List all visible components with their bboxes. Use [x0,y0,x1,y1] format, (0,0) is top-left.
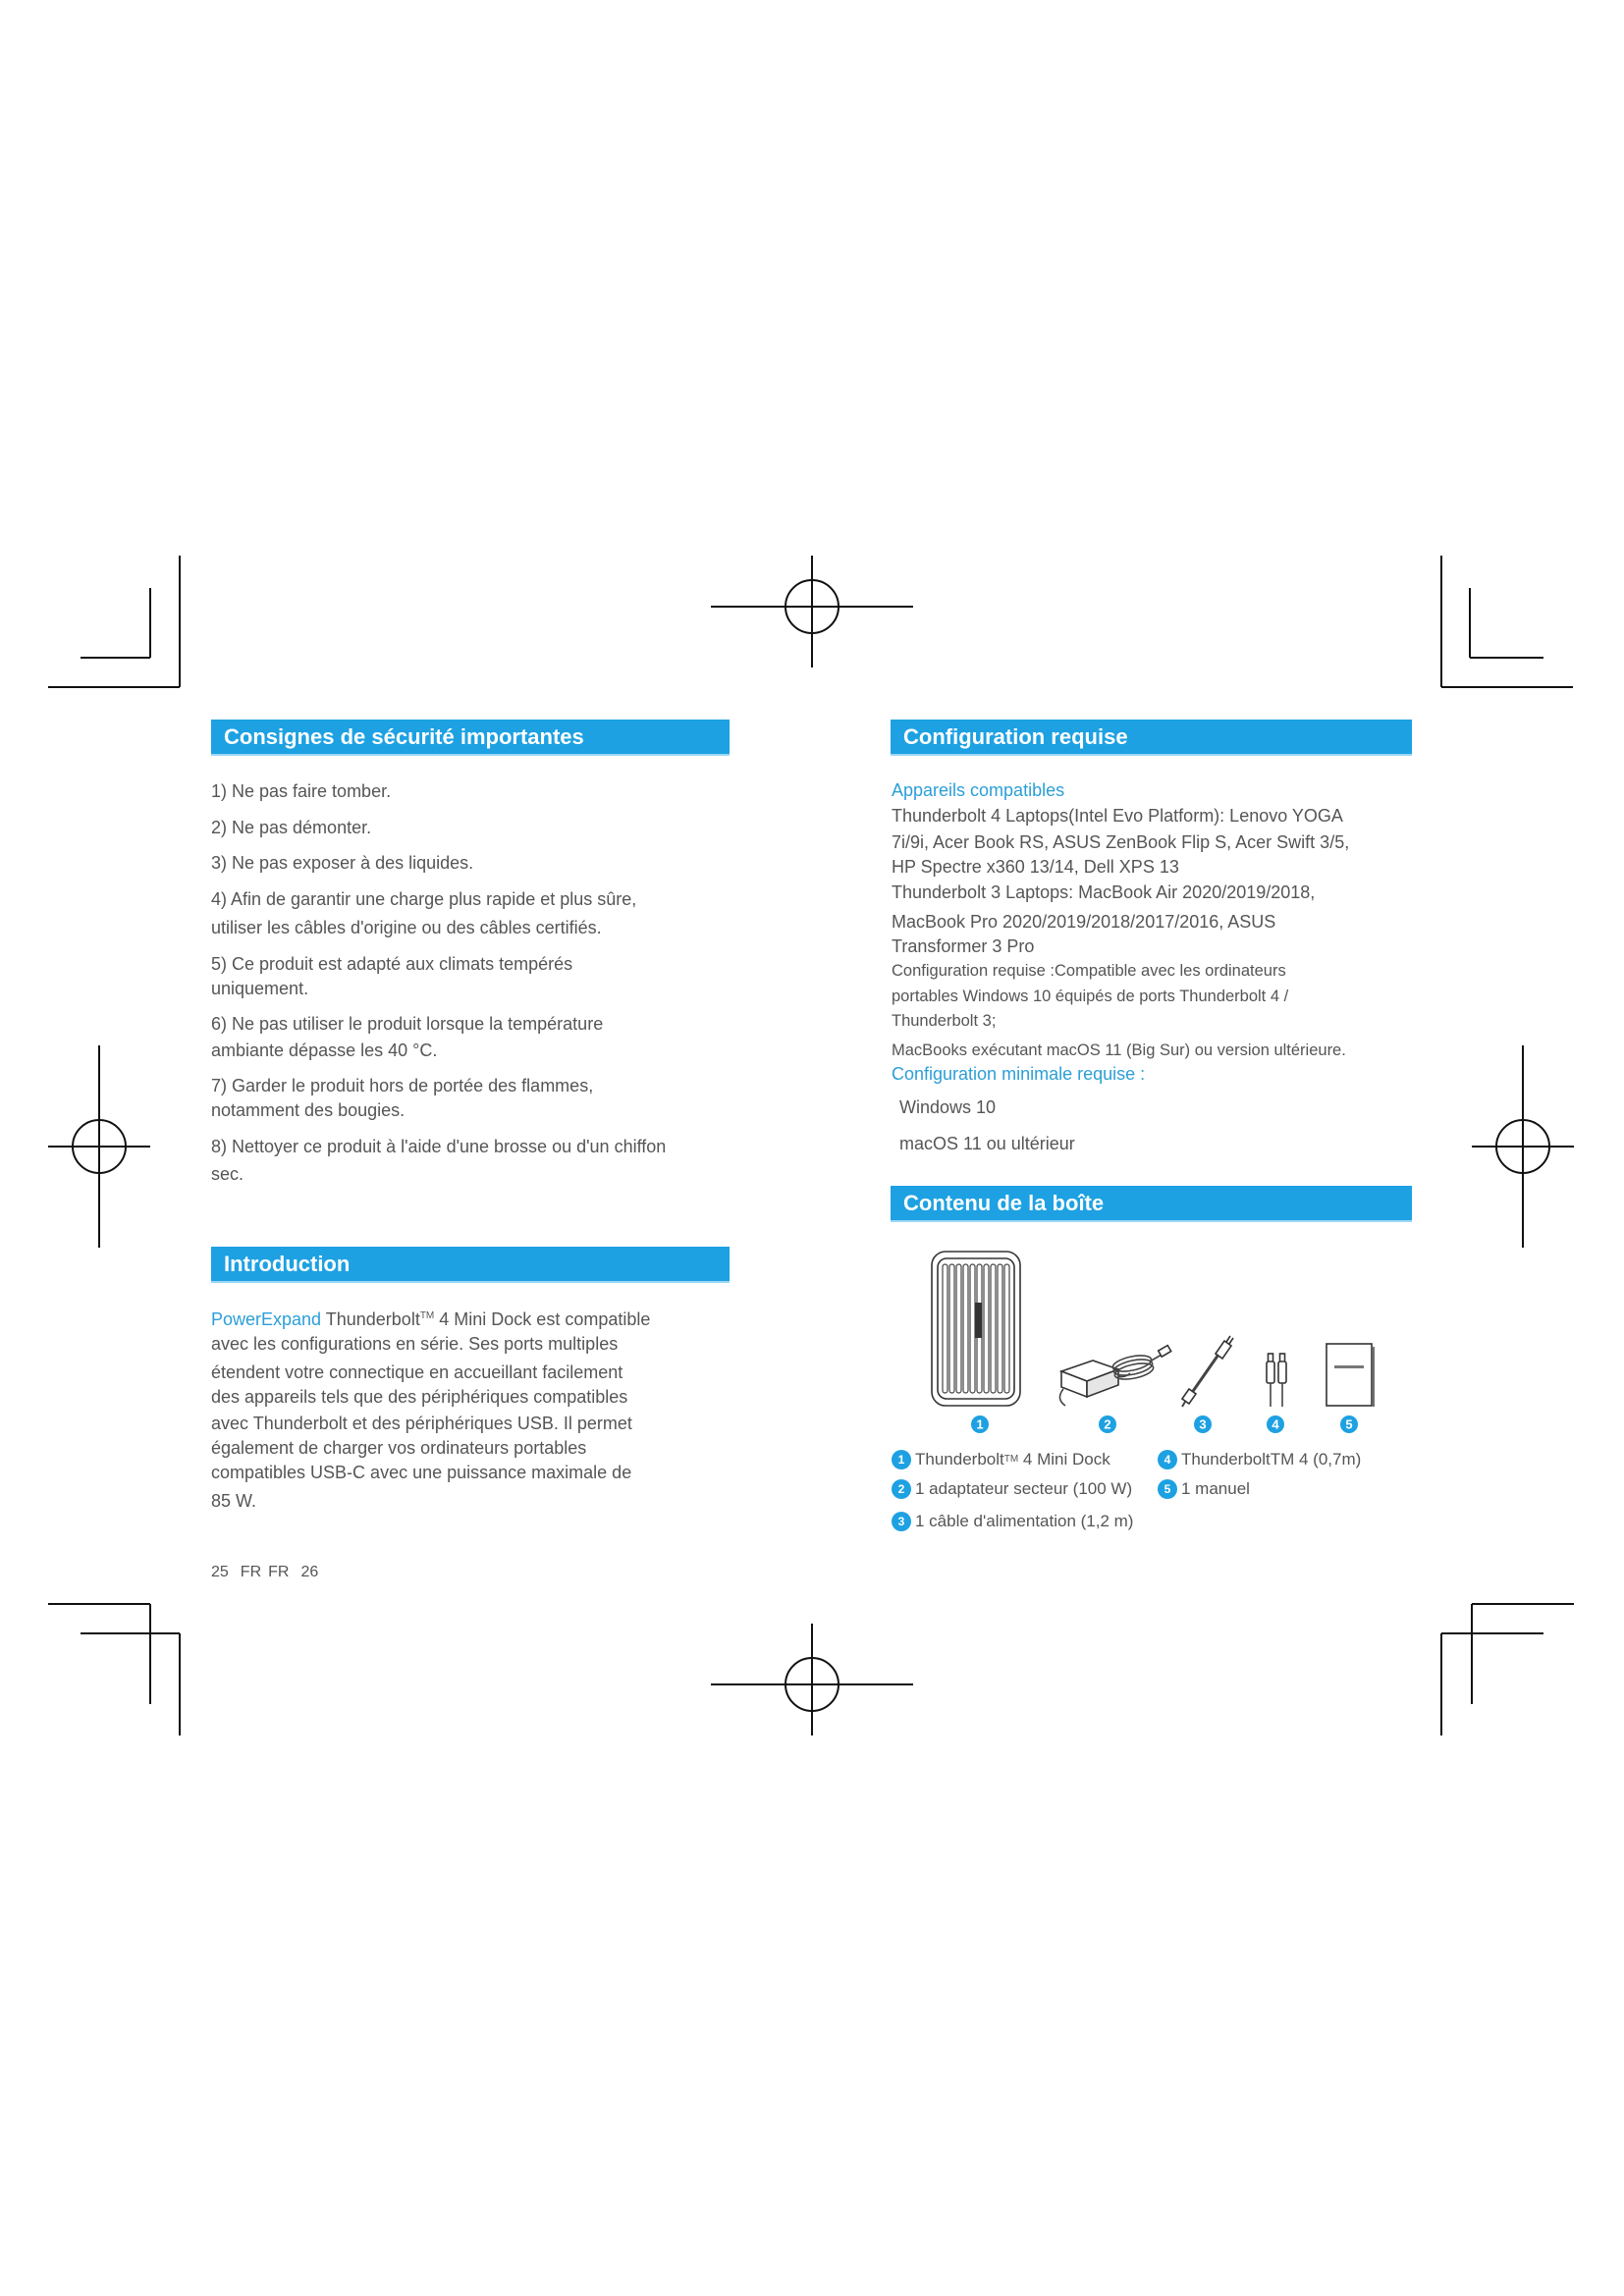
intro-heading: Introduction [211,1247,730,1283]
legend-item-1: 1 Thunderbolt TM 4 Mini Dock [892,1448,1110,1471]
product-name: Thunderbolt [321,1309,420,1329]
safety-item-8-line-2: sec. [211,1164,244,1184]
safety-item-1: 1) Ne pas faire tomber. [211,781,392,801]
svg-text:5: 5 [1345,1416,1353,1432]
crop-mark-bottom-right [1441,1604,1574,1735]
registration-mark-left [48,1045,150,1248]
legend-item-3 [892,1510,1133,1533]
right-page-number: 26 [300,1564,319,1580]
right-language-code: FR [268,1564,290,1580]
intro-line-4: des appareils tels que des périphériques compatibles [211,1387,628,1407]
minimum-requirements-heading: Configuration minimale requise : [892,1064,1146,1084]
safety-item-3: 3) Ne pas exposer à des liquides. [211,853,474,873]
intro-line-8: 85 W. [211,1491,257,1511]
intro-line-5: avec Thunderbolt et des périphériques USB. Il permet [211,1414,632,1433]
safety-item-6-line-2: ambiante dépasse les 40 °C. [211,1041,438,1060]
manual-illustration [1326,1344,1374,1407]
legend-label-3: 1 câble d'alimentation (1,2 m) [915,1512,1134,1530]
safety-item-4-line-1: 4) Afin de garantir une charge plus rapide et plus sûre, [211,889,637,909]
device-line-3: HP Spectre x360 13/14, Dell XPS 13 [892,857,1179,877]
legend-item-4 [1158,1448,1361,1471]
registration-mark-right [1472,1045,1574,1248]
registration-mark-top [711,556,913,667]
page-footer [211,1562,318,1583]
note-line-1: Configuration requise :Compatible avec les ordinateurs [892,962,1286,980]
svg-text:4: 4 [1272,1416,1279,1432]
power-cable-illustration [1182,1336,1233,1407]
note-line-4: MacBooks exécutant macOS 11 (Big Sur) ou version ultérieure. [892,1041,1346,1059]
note-line-2: portables Windows 10 équipés de ports Thunderbolt 4 / [892,988,1289,1005]
trademark-mark: TM [419,1310,435,1321]
left-page-number: 25 [211,1564,229,1580]
thunderbolt-cable-illustration [1267,1354,1286,1407]
intro-line-7: compatibles USB-C avec une puissance maximale de [211,1463,632,1482]
legend-item-5 [1158,1477,1250,1501]
legend-number-2: 2 [892,1479,911,1499]
safety-item-5-line-1: 5) Ce produit est adapté aux climats tempérés [211,954,573,974]
safety-item-7-line-1: 7) Garder le produit hors de portée des flammes, [211,1076,594,1095]
device-line-1: Thunderbolt 4 Laptops(Intel Evo Platform): Lenovo YOGA [892,806,1343,826]
left-language-code: FR [240,1564,262,1580]
safety-heading: Consignes de sécurité importantes [211,720,730,756]
safety-item-8-line-1: 8) Nettoyer ce produit à l'aide d'une brosse ou d'un chiffon [211,1137,667,1156]
legend-item-2 [892,1477,1132,1501]
svg-text:1: 1 [976,1416,984,1432]
registration-mark-bottom [711,1624,913,1735]
note-line-3: Thunderbolt 3; [892,1012,997,1030]
intro-line-1 [211,1308,650,1331]
minimum-item-macos: macOS 11 ou ultérieur [899,1134,1075,1153]
legend-label-2: 1 adaptateur secteur (100 W) [915,1479,1133,1498]
power-adapter-illustration [1059,1346,1170,1406]
brand-name: PowerExpand [211,1309,322,1329]
safety-item-4-line-2: utiliser les câbles d'origine ou des câbles certifiés. [211,918,602,937]
safety-item-7-line-2: notamment des bougies. [211,1100,406,1120]
compatible-devices-heading: Appareils compatibles [892,780,1065,800]
intro-line-2: avec les configurations en série. Ses ports multiples [211,1334,619,1354]
device-line-2: 7i/9i, Acer Book RS, ASUS ZenBook Flip S, Acer Swift 3/5, [892,832,1350,852]
minimum-item-windows: Windows 10 [899,1097,997,1117]
legend-number-1: 1 [892,1450,911,1469]
intro-line-1-rest: 4 Mini Dock est compatible [434,1309,651,1329]
dock-illustration [932,1252,1020,1406]
legend-number-4: 4 [1158,1450,1177,1469]
crop-mark-bottom-left [48,1604,180,1735]
legend-label-1: Thunderbolt [915,1450,1004,1468]
svg-text:2: 2 [1104,1416,1111,1432]
box-contents-illustration [891,1242,1412,1438]
safety-item-6-line-1: 6) Ne pas utiliser le produit lorsque la température [211,1014,604,1034]
figure-number-5 [1340,1415,1358,1433]
device-line-6: Transformer 3 Pro [892,936,1035,956]
crop-mark-top-left [48,556,180,687]
legend-label-4: ThunderboltTM 4 (0,7m) [1181,1450,1362,1468]
legend-number-5: 5 [1158,1479,1177,1499]
legend-label-1-rest: 4 Mini Dock [1018,1450,1110,1468]
legend-label-5: 1 manuel [1181,1479,1250,1498]
crop-mark-top-right [1441,556,1573,687]
box-contents-heading: Contenu de la boîte [891,1186,1412,1222]
figure-number-3 [1194,1415,1212,1433]
figure-number-1 [971,1415,989,1433]
figure-number-4 [1267,1415,1284,1433]
intro-line-6: également de charger vos ordinateurs portables [211,1438,587,1458]
device-line-4: Thunderbolt 3 Laptops: MacBook Air 2020/2019/2018, [892,882,1316,902]
intro-line-3: étendent votre connectique en accueillant facilement [211,1362,623,1382]
device-line-5: MacBook Pro 2020/2019/2018/2017/2016, ASUS [892,912,1276,932]
requirements-heading: Configuration requise [891,720,1412,756]
svg-text:3: 3 [1199,1416,1207,1432]
figure-number-2 [1099,1415,1116,1433]
safety-item-2: 2) Ne pas démonter. [211,818,372,837]
safety-item-5-line-2: uniquement. [211,979,309,998]
legend-number-3: 3 [892,1512,911,1531]
